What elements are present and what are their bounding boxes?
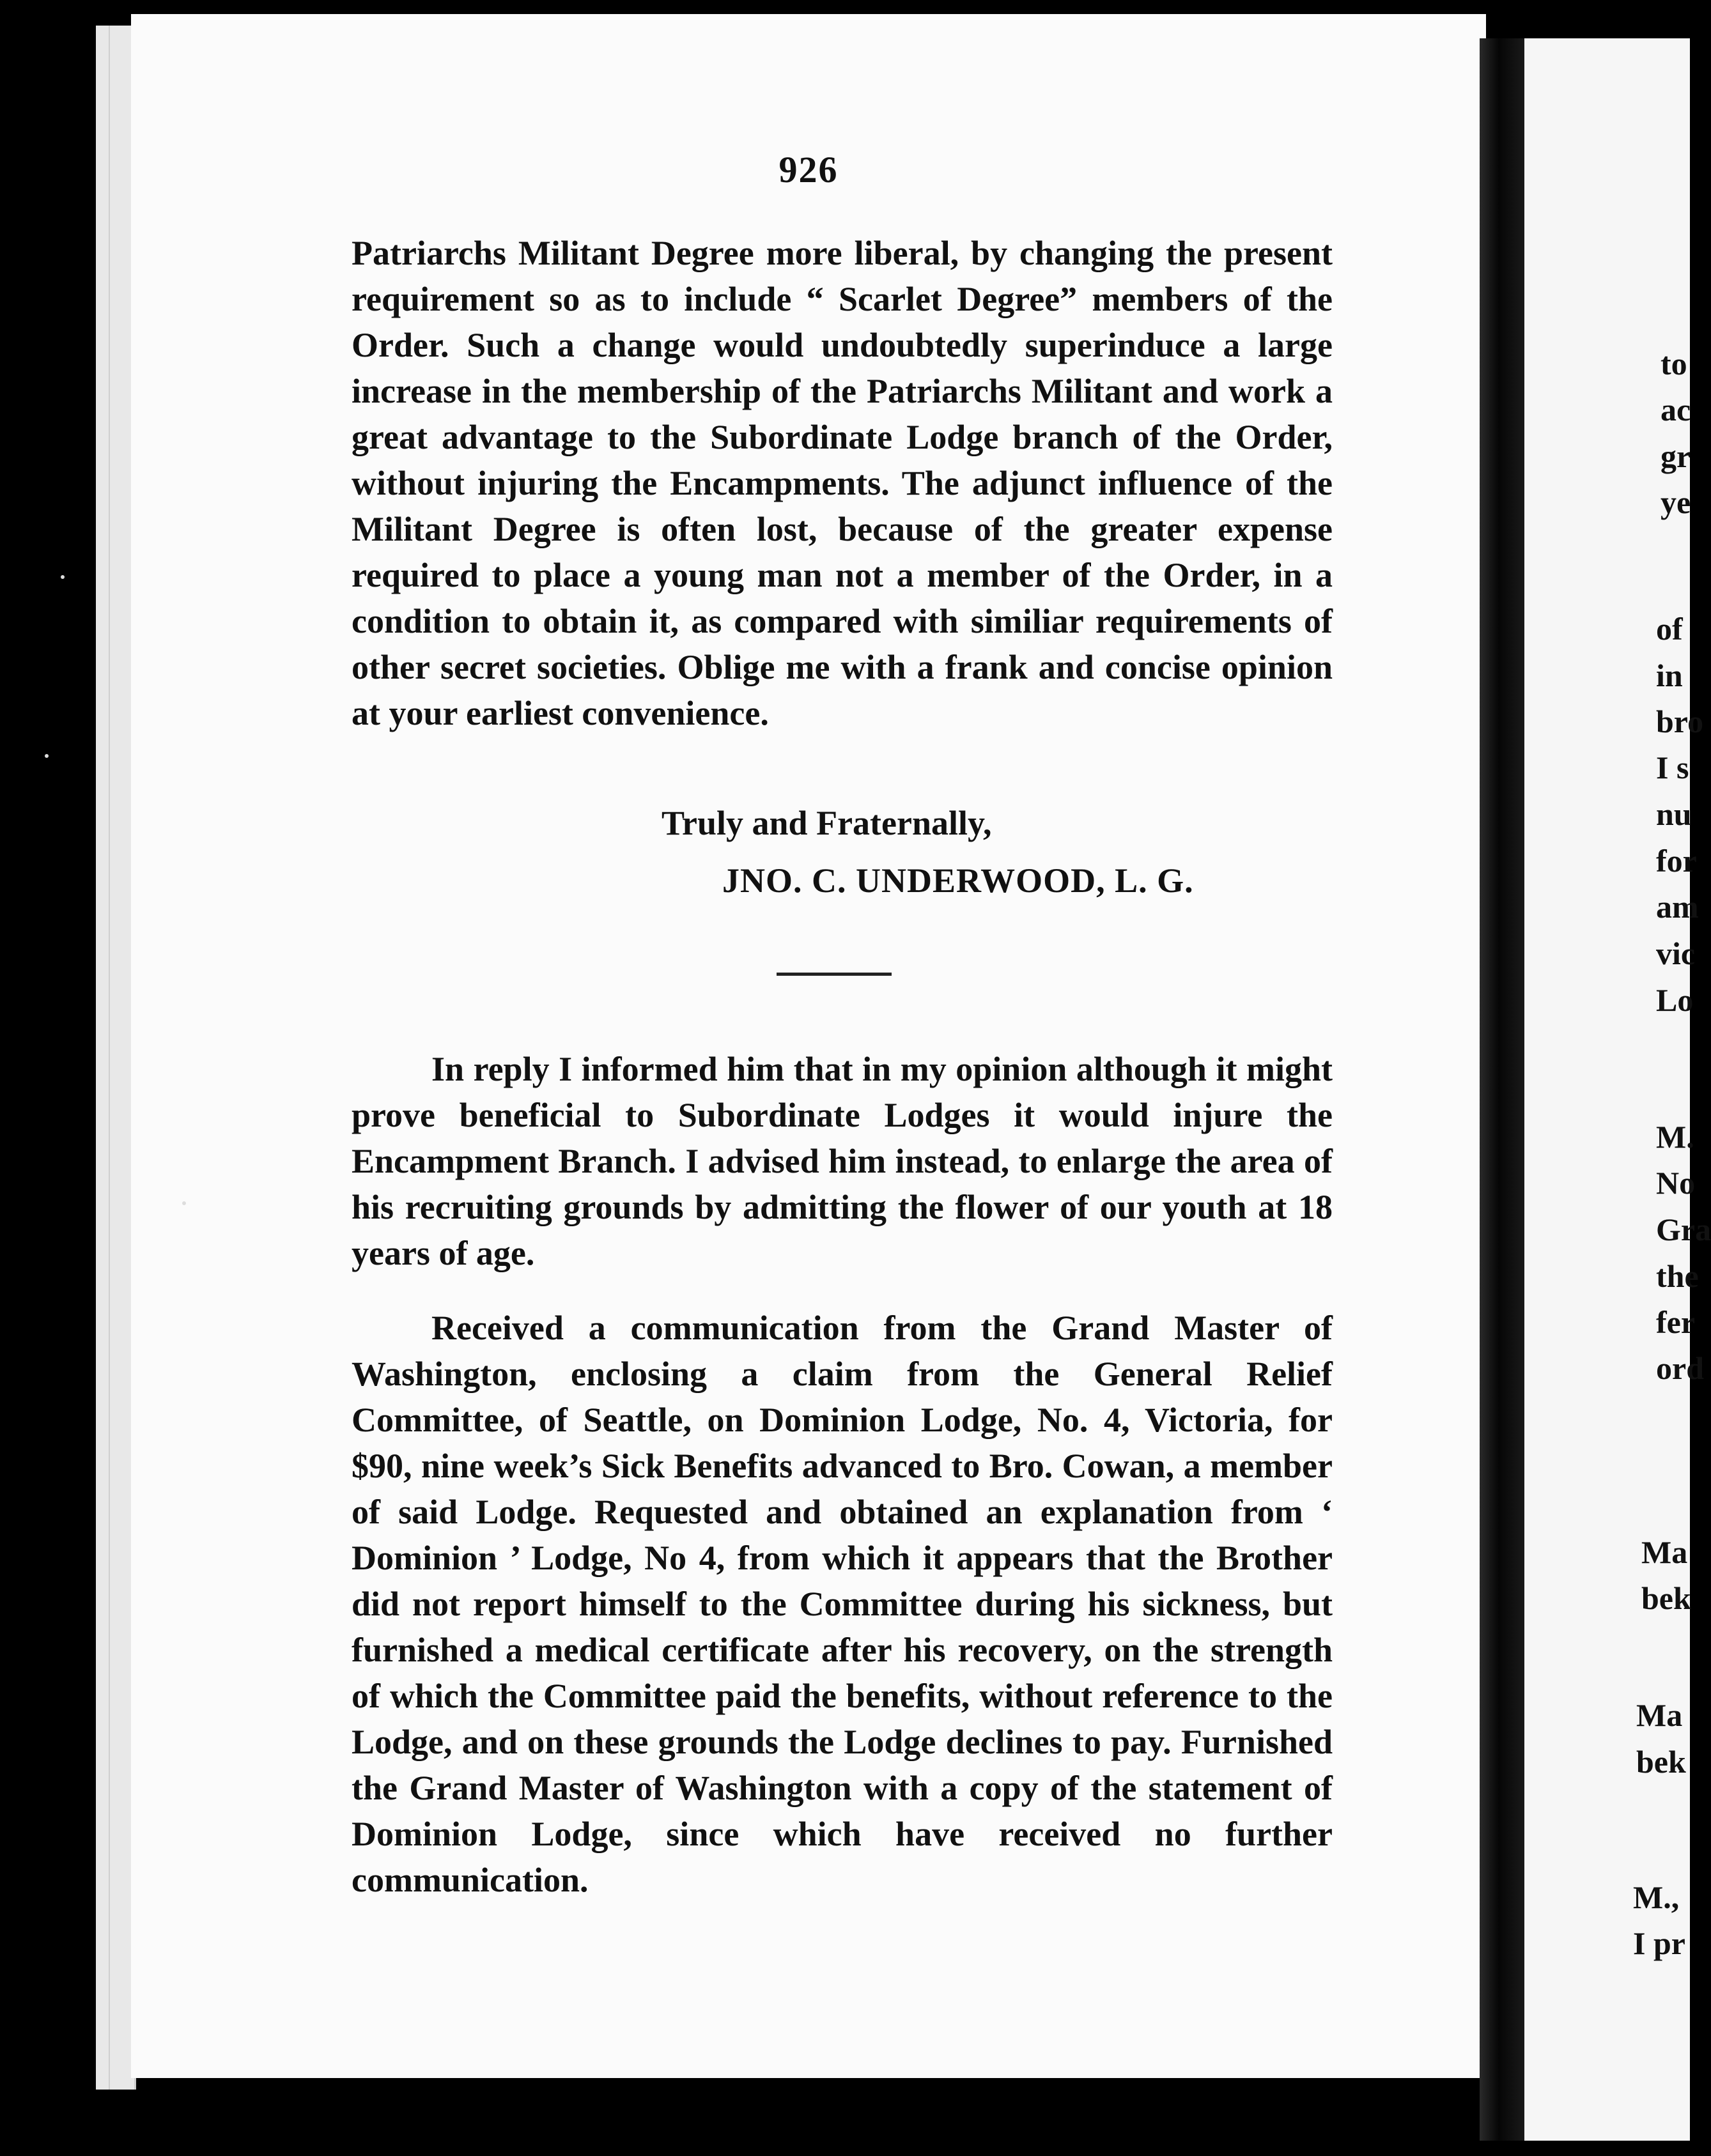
- facing-fragment: bro: [1656, 704, 1704, 739]
- facing-fragment: am: [1656, 889, 1699, 925]
- facing-fragment: ye: [1661, 484, 1691, 520]
- facing-fragment: Lo: [1656, 982, 1694, 1018]
- dust-speck: [182, 1201, 186, 1205]
- facing-fragment: ord: [1656, 1350, 1704, 1386]
- facing-fragment: to: [1661, 346, 1687, 381]
- book-gutter-shadow: [1480, 38, 1528, 2141]
- facing-fragment: bek: [1636, 1744, 1686, 1780]
- letter-closing: Truly and Fraternally,: [662, 804, 992, 842]
- facing-fragment: Ma: [1641, 1534, 1688, 1570]
- facing-page: [1524, 38, 1711, 2141]
- page-stack-edge-1: [96, 26, 111, 2090]
- page-number: 926: [778, 149, 839, 190]
- facing-fragment: in: [1656, 658, 1683, 693]
- facing-fragment: M.: [1656, 1119, 1694, 1155]
- paragraph-communication: [352, 1305, 1333, 1903]
- letter-body-text: Patriarchs Militant Degree more liberal, by changing the present requirement so as to include “ Scarlet Degree” members of the Order. Such a change would undoubtedly superinduce a large increase in the membership of the Patriarchs Militant and work a great advantage to the Subordinate Lodge branch of the Order, without injuring the Encampments. The adjunct influence of the Militant Degree is often lost, because of the greater expense required to place a young man not a member of the Order, in a condition to obtain it, as compared with similiar requirements of other secret societies. Oblige me with a frank and concise opinion at your earliest convenience.: [352, 234, 1333, 732]
- letter-signature: JNO. C. UNDERWOOD, L. G.: [722, 861, 1194, 900]
- facing-fragment: of: [1656, 611, 1683, 647]
- reply-text: In reply I informed him that in my opinion although it might prove beneficial to Subordinate Lodges it would injure the Encampment Branch. I advised him instead, to enlarge the area of his recruiting grounds by admitting the flower of our youth at 18 years of age.: [352, 1050, 1333, 1272]
- facing-fragment: the: [1656, 1258, 1699, 1294]
- facing-fragment: M.,: [1633, 1879, 1680, 1915]
- facing-fragment: I pr: [1633, 1925, 1685, 1961]
- facing-fragment: ac: [1661, 392, 1691, 427]
- communication-text: Received a communication from the Grand Master of Washington, enclosing a claim from the General Relief Committee, of Seattle, on Dominion Lodge, No. 4, Victoria, for $90, nine week’s Sick Benefits advanced to Bro. Cowan, a member of said Lodge. Requested and obtained an explanation from ‘ Dominion ’ Lodge, No 4, from which it appears that the Brother did not report himself to the Committee during his sickness, but furnished a medical certificate after his recovery, on the strength of which the Committee paid the benefits, without reference to the Lodge, and on these grounds the Lodge declines to pay. Furnished the Grand Master of Washington with a copy of the statement of Dominion Lodge, since which have received no further communication.: [352, 1309, 1333, 1899]
- facing-fragment: Ma: [1636, 1697, 1683, 1733]
- facing-fragment: gr: [1661, 438, 1691, 474]
- facing-fragment: fer: [1656, 1304, 1696, 1340]
- facing-fragment: for: [1656, 843, 1697, 879]
- facing-fragment: No: [1656, 1165, 1696, 1201]
- facing-fragment: Gra: [1656, 1212, 1711, 1247]
- facing-fragment: nu: [1656, 796, 1692, 832]
- paragraph-letter-body: [352, 230, 1333, 736]
- paragraph-reply: [352, 1046, 1333, 1276]
- facing-fragment: bek: [1641, 1580, 1691, 1616]
- dust-speck: [45, 754, 49, 758]
- facing-fragment: vic: [1656, 936, 1696, 971]
- dust-speck: [61, 575, 65, 579]
- section-divider: [777, 973, 892, 976]
- book-page: [131, 14, 1486, 2078]
- facing-fragment: I s: [1656, 750, 1689, 785]
